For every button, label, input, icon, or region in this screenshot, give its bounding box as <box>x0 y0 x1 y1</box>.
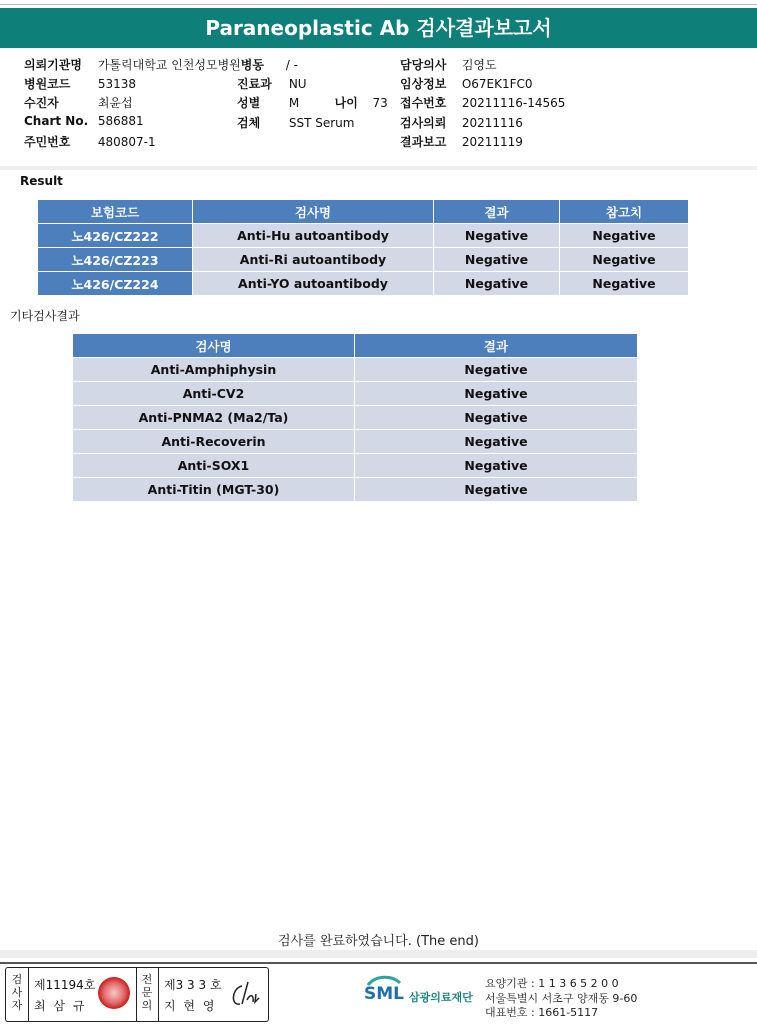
sml-logo <box>364 975 504 1015</box>
id-field <box>24 133 156 150</box>
test-result: Negative <box>434 272 560 296</box>
signature-divider <box>158 968 159 1021</box>
department-field <box>237 75 307 92</box>
table-row <box>73 430 638 454</box>
doctor-label: 담당의사 <box>400 58 447 72</box>
chart-value: 586881 <box>97 114 144 128</box>
chart-label: Chart No. <box>24 114 89 128</box>
sex-field <box>237 94 388 111</box>
request-value: 20211116 <box>461 116 523 130</box>
clinical-value: O67EK1FC0 <box>461 77 533 91</box>
institution-value: 가톨릭대학교 인천성모병원 <box>97 58 241 72</box>
test-result: Negative <box>355 358 638 382</box>
specimen-value: SST Serum <box>288 116 355 130</box>
signature-divider <box>136 968 137 1021</box>
reference-value: Negative <box>560 272 689 296</box>
test-name: Anti-Hu autoantibody <box>193 224 434 248</box>
test-name: Anti-Recoverin <box>73 430 355 454</box>
ward-value: / - <box>285 58 298 72</box>
table-row <box>38 248 689 272</box>
test-result: Negative <box>355 430 638 454</box>
report-date-value: 20211119 <box>461 135 523 149</box>
tester-name: 최 삼 규 <box>34 999 87 1013</box>
specialist-name: 지 현 영 <box>164 999 217 1013</box>
table-row <box>73 478 638 502</box>
insurance-code: 노426/CZ222 <box>38 224 193 248</box>
table-row <box>73 454 638 478</box>
receipt-label: 접수번호 <box>400 96 447 110</box>
institution-label: 의뢰기관명 <box>24 58 82 72</box>
phone-line: 대표번호 : 1661-5117 <box>485 1006 599 1019</box>
hospital-code-label: 병원코드 <box>24 77 71 91</box>
test-result: Negative <box>355 454 638 478</box>
reference-value: Negative <box>560 248 689 272</box>
clinical-field <box>400 75 533 92</box>
test-result: Negative <box>355 406 638 430</box>
test-name: Anti-CV2 <box>73 382 355 406</box>
hospital-code-field <box>24 75 136 92</box>
test-result: Negative <box>434 248 560 272</box>
request-field <box>400 114 523 131</box>
age-value: 73 <box>372 96 388 110</box>
other-section-label: 기타검사결과 <box>10 309 80 323</box>
doctor-value: 김영도 <box>461 58 497 72</box>
table-row <box>38 272 689 296</box>
result-section-label: Result <box>20 174 63 188</box>
header-test-name: 검사명 <box>73 334 355 358</box>
signature-icon <box>228 980 262 1010</box>
receipt-field <box>400 94 565 111</box>
logo-text: SML <box>364 984 404 1004</box>
test-name: Anti-Amphiphysin <box>73 358 355 382</box>
tester-label: 검사자 <box>11 973 23 1012</box>
hospital-code-value: 53138 <box>97 77 137 91</box>
header-test-name: 검사명 <box>193 200 434 224</box>
department-label: 진료과 <box>237 77 272 91</box>
organization-name: 삼광의료재단 <box>409 991 473 1004</box>
id-label: 주민번호 <box>24 135 71 149</box>
report-date-field <box>400 133 523 150</box>
section-divider <box>0 166 757 170</box>
header-result: 결과 <box>434 200 560 224</box>
result-table-header <box>38 200 689 224</box>
request-label: 검사의뢰 <box>400 116 447 130</box>
tester-license-no: 제11194호 <box>34 978 96 992</box>
table-row <box>73 406 638 430</box>
header-insurance-code: 보험코드 <box>38 200 193 224</box>
report-title: Paraneoplastic Ab 검사결과보고서 <box>0 8 757 48</box>
test-result: Negative <box>355 382 638 406</box>
institution-field <box>24 56 298 73</box>
age-label: 나이 <box>334 96 358 110</box>
insurance-code: 노426/CZ224 <box>38 272 193 296</box>
test-name: Anti-Ri autoantibody <box>193 248 434 272</box>
result-table <box>37 199 689 296</box>
specialist-label: 전문의 <box>141 973 153 1012</box>
other-table-header <box>73 334 638 358</box>
patient-label: 수진자 <box>24 96 59 110</box>
test-name: Anti-PNMA2 (Ma2/Ta) <box>73 406 355 430</box>
end-of-report-text: 검사를 완료하였습니다. (The end) <box>278 934 479 949</box>
table-row <box>73 382 638 406</box>
clinical-label: 임상정보 <box>400 77 447 91</box>
chart-field <box>24 114 144 128</box>
report-date-label: 결과보고 <box>400 135 447 149</box>
signature-divider <box>28 968 29 1021</box>
receipt-value: 20211116-14565 <box>461 96 566 110</box>
table-row <box>73 358 638 382</box>
specialist-license-no: 제3 3 3 호 <box>164 978 222 992</box>
specimen-field <box>237 114 354 131</box>
footer-rule <box>0 962 757 964</box>
test-result: Negative <box>355 478 638 502</box>
insurance-code: 노426/CZ223 <box>38 248 193 272</box>
ward-label: 병동 <box>240 58 264 72</box>
table-row <box>38 224 689 248</box>
specimen-label: 검체 <box>237 116 261 130</box>
signature-box <box>5 967 269 1022</box>
end-divider <box>0 950 757 958</box>
test-result: Negative <box>434 224 560 248</box>
sex-label: 성별 <box>237 96 261 110</box>
official-seal-icon <box>98 977 130 1009</box>
doctor-field <box>400 56 497 73</box>
patient-field <box>24 94 133 111</box>
header-result: 결과 <box>355 334 638 358</box>
test-name: Anti-YO autoantibody <box>193 272 434 296</box>
address-line: 서울특별시 서초구 양재동 9-60 <box>485 992 638 1005</box>
institution-code-line: 요양기관 : 1 1 3 6 5 2 0 0 <box>485 977 619 990</box>
other-results-table <box>72 333 638 502</box>
reference-value: Negative <box>560 224 689 248</box>
top-rule <box>0 4 757 5</box>
test-name: Anti-Titin (MGT-30) <box>73 478 355 502</box>
department-value: NU <box>288 77 307 91</box>
header-reference: 참고치 <box>560 200 689 224</box>
patient-value: 최윤섭 <box>97 96 133 110</box>
sex-value: M <box>288 96 300 110</box>
test-name: Anti-SOX1 <box>73 454 355 478</box>
id-value: 480807-1 <box>97 135 156 149</box>
